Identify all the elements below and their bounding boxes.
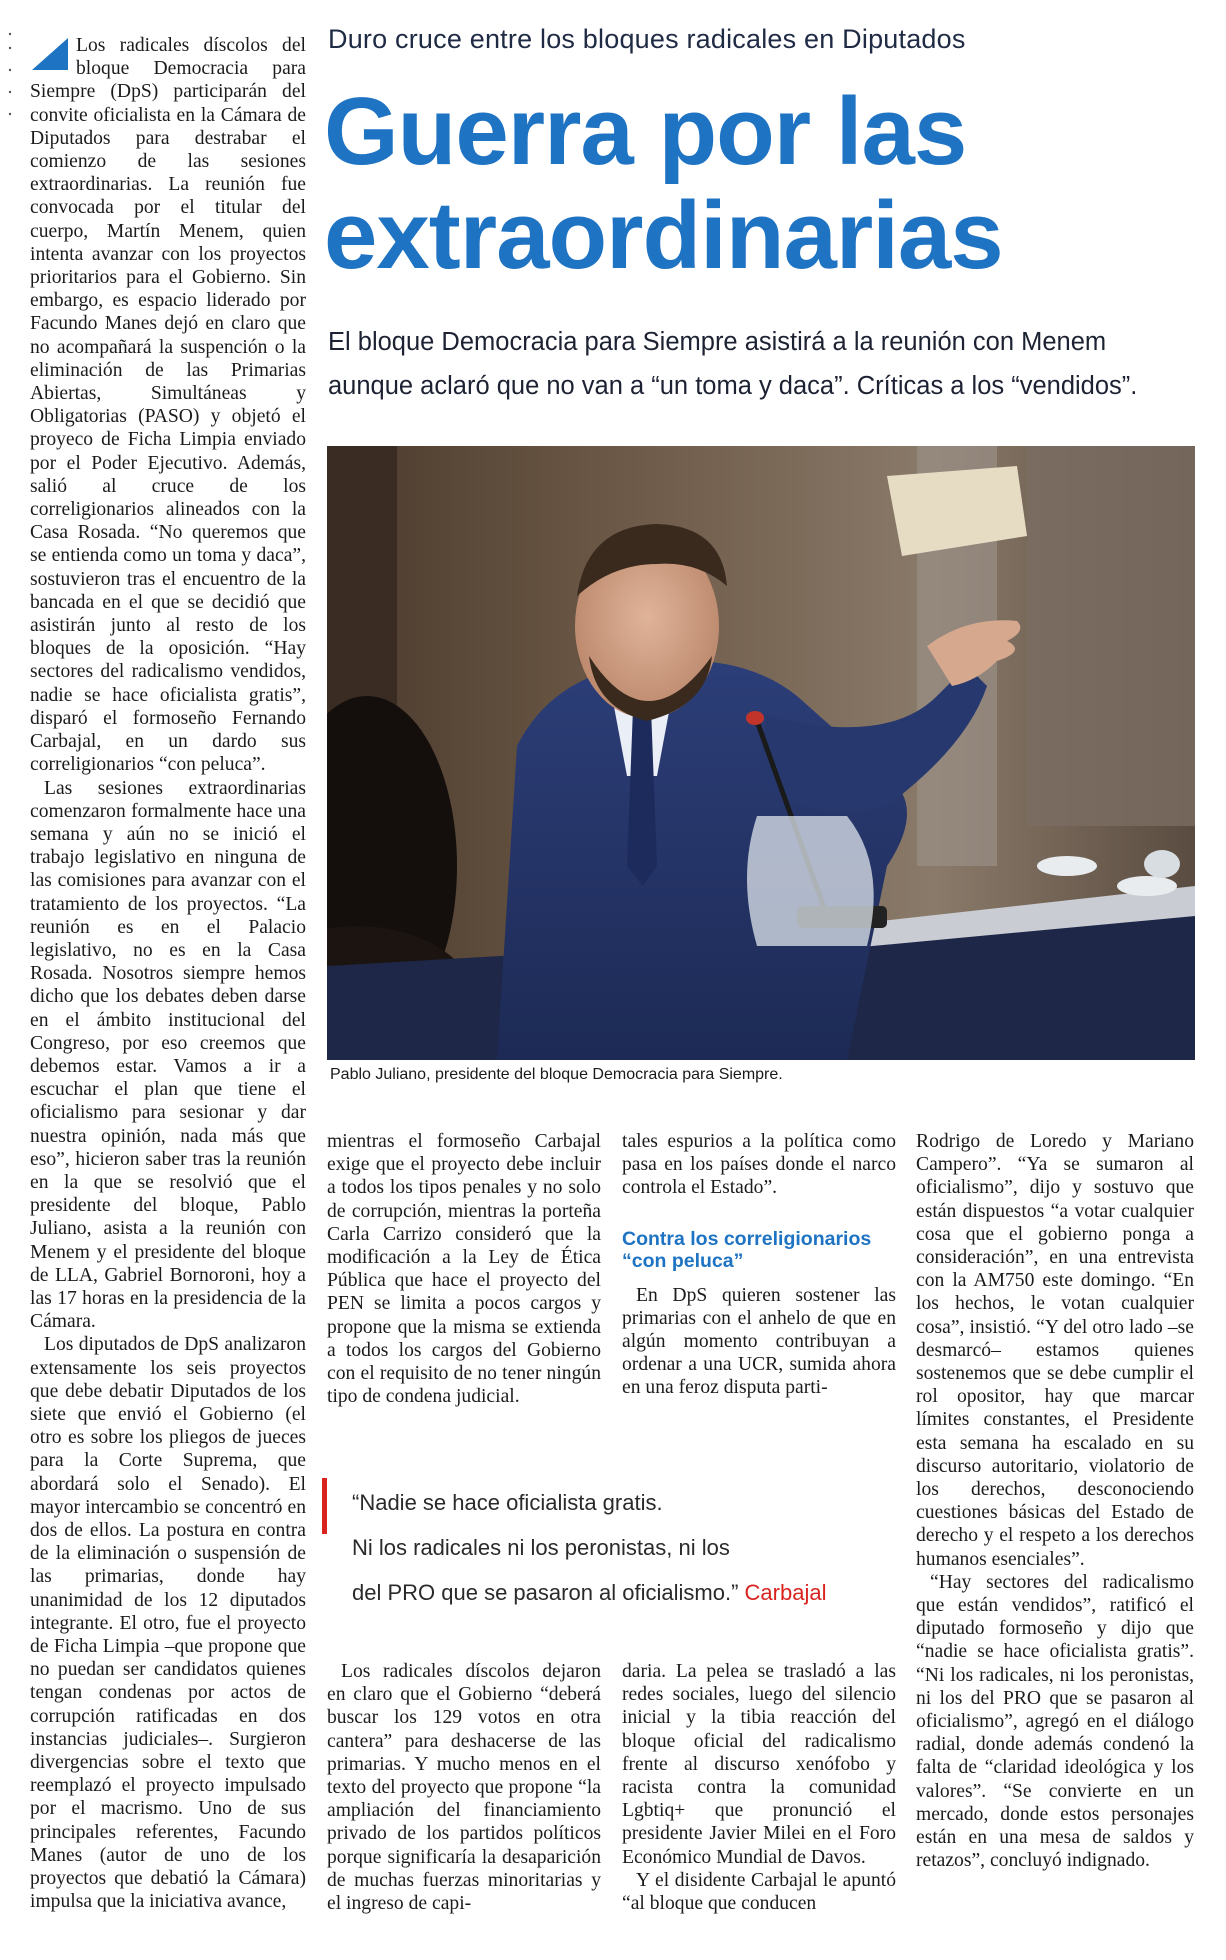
- article-column-2-bottom: [327, 1660, 601, 1915]
- paragraph: tales espurios a la política como pasa en los países donde el narco controla el Estado”.: [622, 1131, 896, 1199]
- pull-quote: [322, 1478, 902, 1634]
- subheading: Contra los correligionarios “con peluca”: [622, 1228, 872, 1272]
- margin-marks: [6, 30, 14, 130]
- photo-caption: Pablo Juliano, presidente del bloque Democracia para Siempre.: [330, 1066, 783, 1083]
- paragraph: En DpS quieren sostener las primarias con el anhelo de que en algún momento contribuyan a ordenar a una UCR, sumida ahora en una feroz disputa parti-: [622, 1284, 896, 1399]
- article-column-2-top: [327, 1130, 601, 1408]
- headline-line: Guerra por las: [324, 78, 967, 185]
- dek-line: aunque aclaró que no van a “un toma y daca”. Críticas a los “vendidos”.: [328, 372, 1138, 400]
- paragraph: Las sesiones extraordinarias comenzaron formalmente hace una semana y aún no se inició el trabajo legislativo en ninguna de las comisiones para avanzar con el tratamiento de los proyectos. “La reunión es en el Palacio legislativo, no es en la Casa Rosada. Nosotros siempre hemos dicho que los debates deben darse en el ámbito institucional del Congreso, por eso creemos que debemos estar. Vamos a ir a escuchar el plan que tiene el oficialismo para sesionar y dar nuestra opinión, nada más que eso”, hicieron saber tras la reunión en la que se resolvió que el presidente del bloque, Pablo Juliano, asista a la reunión con Menem y el presidente del bloque de LLA, Gabriel Bornoroni, hoy a las 17 horas en la presidencia de la Cámara.: [30, 777, 306, 1333]
- paragraph: daria. La pelea se trasladó a las redes sociales, luego del silencio inicial y la tibia reacción del bloque oficial del radicalismo frente al discurso xenófobo y racista contra la comunidad Lgbtiq+ que pronunció el presidente Javier Milei en el Foro Económico Mundial de Davos.: [622, 1661, 896, 1868]
- paragraph: Rodrigo de Loredo y Mariano Campero”. “Ya se sumaron al oficialismo”, dijo y sostuvo que están dispuestos “a votar cualquier cosa que el gobierno ponga a consideración”, en una entrevista con la AM750 este domingo. “En los hechos, le votan cualquier cosa”, insistió. “Y del otro lado –se desmarcó– estamos quienes sostenemos que se debe cumplir el rol opositor, hay que marcar límites constantes, el Presidente esta semana ha escalado en su discurso autoritario, violatorio de los derechos, desconociendo cuestiones básicas del Estado de derecho y el respeto a los derechos humanos esenciales”.: [916, 1131, 1194, 1570]
- quote-line: Ni los radicales ni los peronistas, ni los: [352, 1535, 730, 1560]
- quote-line: [352, 1570, 912, 1615]
- quote-accent-bar: [322, 1478, 327, 1534]
- article-column-3-bottom: [622, 1660, 896, 1915]
- paragraph-text: Los radicales díscolos del bloque Democracia para Siempre (DpS) participarán del convite oficialista en la Cámara de Diputados para destrabar el comienzo de las sesiones extraordinarias. La reunión fue convocada por el titular del cuerpo, Martín Menem, quien intenta avanzar con los proyectos prioritarios para el Gobierno. Sin embargo, es espacio liderado por Facundo Manes dejó en claro que no acompañará la suspención o la eliminación de las Primarias Abiertas, Simultáneas y Obligatorias (PASO) y objetó el proyeco de Ficha Limpia enviado por el Poder Ejecutivo. Además, salió al cruce de los correligionarios alineados con la Casa Rosada. “No queremos que se entienda como un toma y daca”, sostuvieron tras el encuentro de la bancada en el que se decidió que asistirán junto al resto de los bloques de la oposición. “Hay sectores del radicalismo vendidos, nadie se hace oficialista gratis”, disparó el formoseño Fernando Carbajal, en un dardo sus correligionarios “con peluca”.: [30, 35, 306, 776]
- article-column-4: [916, 1130, 1194, 1873]
- photo: [327, 446, 1195, 1060]
- dek: [328, 320, 1208, 408]
- quote-line-text: del PRO que se pasaron al oficialismo.”: [352, 1580, 739, 1605]
- paragraph: Los diputados de DpS analizaron extensamente los seis proyectos que debe debatir Diputados de los siete que envió el Gobierno (el otro es sobre los pliegos de jueces para la Corte Suprema, que abordará solo el Senado). El mayor intercambio se concentró en dos de ellos. La postura en contra de la eliminación o suspensión de las primarias, donde hay unanimidad de los 12 diputados integrante. El otro, fue el proyecto de Ficha Limpia –que propone que no puedan ser candidatos quienes tengan condenas por actos de corrupción ratificadas en dos instancias judiciales–. Surgieron divergencias sobre el texto que reemplazó el proyecto impulsado por el macrismo. Uno de sus principales referentes, Facundo Manes (autor de uno de los proyectos que debatió la Cámara) impulsa que la iniciativa avance,: [30, 1334, 306, 1913]
- paragraph: Y el disidente Carbajal le apuntó “al bloque que conducen: [622, 1869, 896, 1915]
- kicker: Duro cruce entre los bloques radicales en Diputados: [328, 24, 966, 54]
- dek-line: El bloque Democracia para Siempre asistirá a la reunión con Menem: [328, 328, 1107, 356]
- paragraph: “Hay sectores del radicalismo que están vendidos”, ratificó el diputado formoseño y dijo que “nadie se hace oficialista gratis”. “Ni los radicales, ni los peronistas, ni los del PRO que se pasaron al oficialismo”, agregó en el diálogo radial, donde además condenó la falta de “claridad ideológica y los valores”. “Se convierte en un mercado, donde estos personajes están en una mesa de saldos y retazos”, concluyó indignado.: [916, 1571, 1194, 1872]
- paragraph: [30, 34, 306, 777]
- article-column-1: [30, 34, 306, 1913]
- paragraph: Los radicales díscolos dejaron en claro que el Gobierno “deberá buscar los 129 votos en otra cantera” para deshacerse de las primarias. Y mucho menos en el texto del proyecto que propone “la ampliación del financiamiento privado de los partidos políticos porque significaría la desaparición de muchas fuerzas minoritarias y el ingreso de capi-: [327, 1661, 601, 1915]
- headline: [324, 80, 1204, 288]
- quote-line: “Nadie se hace oficialista gratis.: [352, 1490, 663, 1515]
- paragraph: mientras el formoseño Carbajal exige que el proyecto debe incluir a todos los tipos penales y no solo de corrupción, mientras la porteña Carla Carrizo consideró que la modificación a la Ley de Ética Pública que hace el proyecto del PEN se limita a pocos cargos y propone que la misma se extienda a todos los cargos del Gobierno con el requisito de no tener ningún tipo de condena judicial.: [327, 1131, 601, 1408]
- quote-author: Carbajal: [744, 1580, 827, 1605]
- quote-text: [352, 1480, 912, 1615]
- triangle-mark-icon: [30, 36, 70, 72]
- headline-line: extraordinarias: [324, 182, 1003, 289]
